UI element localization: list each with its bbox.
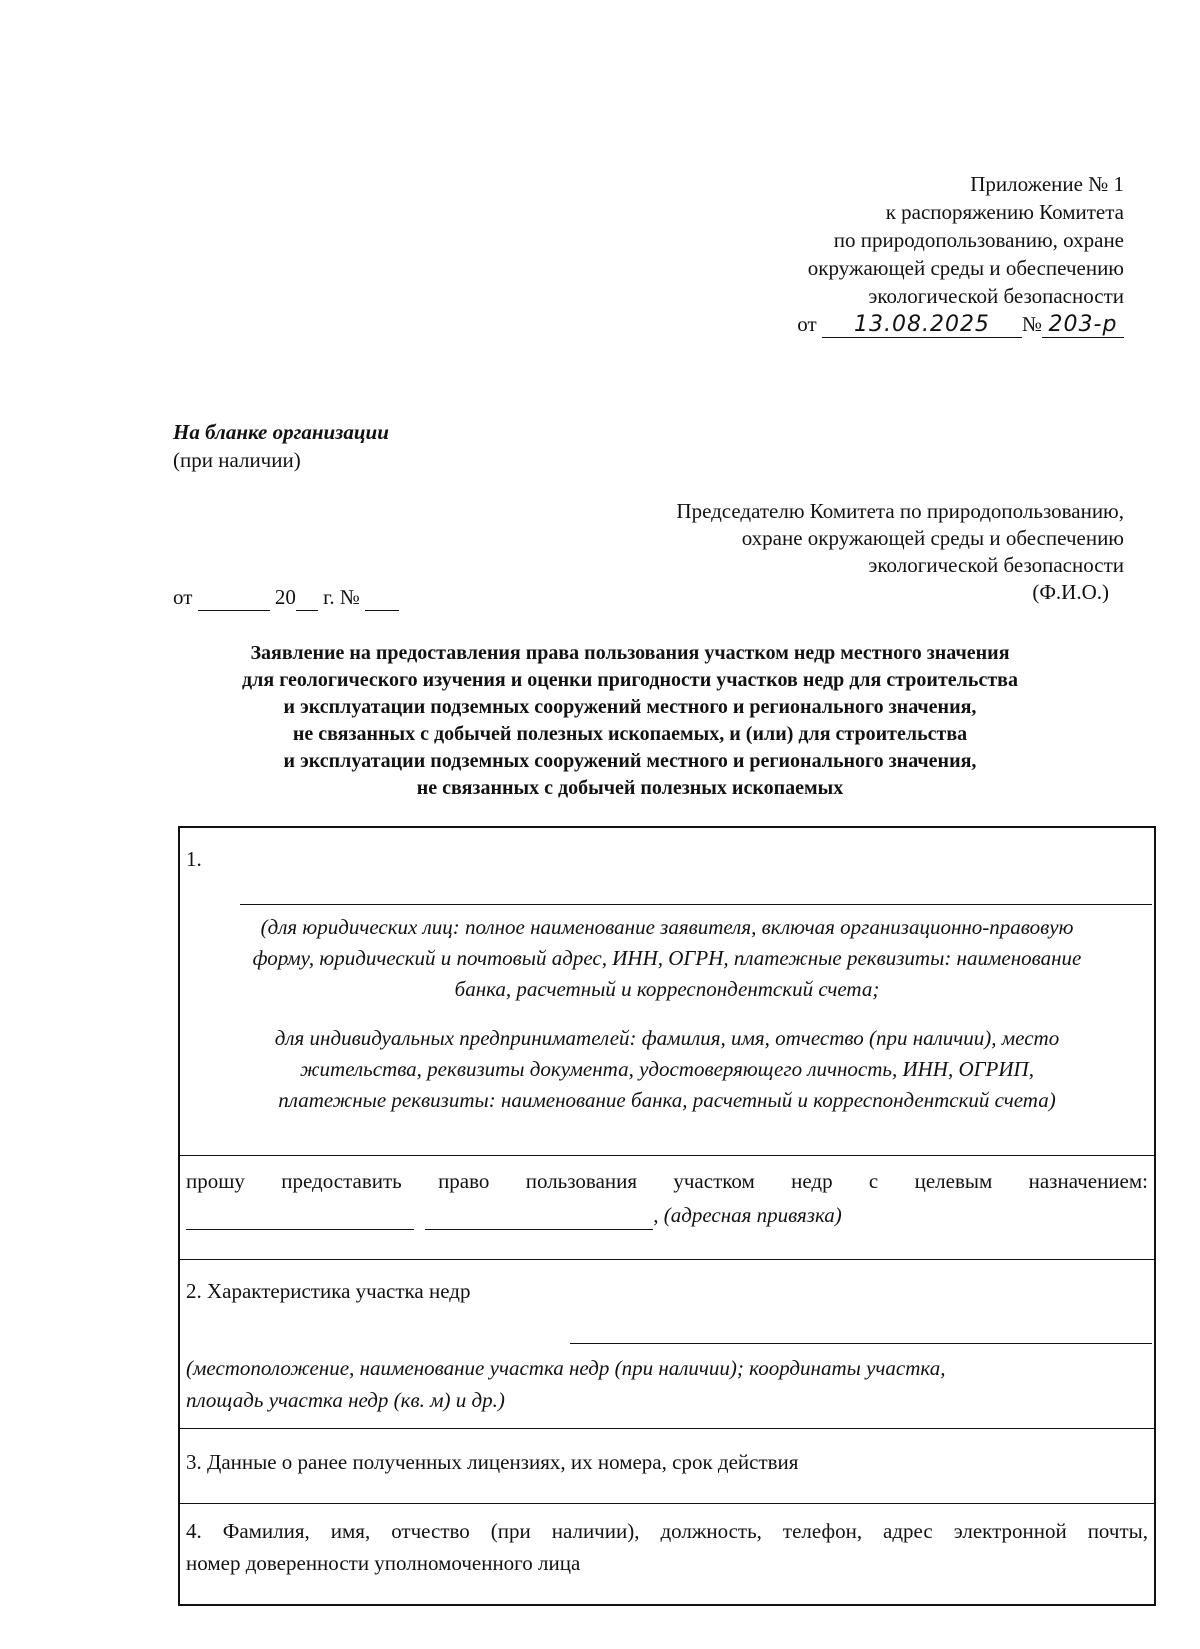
letterhead-block xyxy=(173,418,389,474)
section-3-heading: 3. Данные о ранее полученных лицензиях, их номера, срок действия xyxy=(186,1450,799,1474)
request-text: прошу предоставить право пользования участком недр с целевым назначением: xyxy=(186,1169,1148,1193)
addressee-fio: (Ф.И.О.) xyxy=(1032,580,1109,604)
appendix-block xyxy=(797,170,1124,338)
instruction-line: платежные реквизиты: наименование банка, расчетный и корреспондентский счета) xyxy=(278,1088,1056,1112)
subsoil-fill-line[interactable] xyxy=(570,1343,1152,1344)
outgoing-number-blank[interactable] xyxy=(365,588,399,611)
appendix-line: к распоряжению Комитета xyxy=(885,200,1124,224)
description-line: (местоположение, наименование участка недр (при наличии); координаты участка, xyxy=(186,1356,946,1380)
addressee-line: Председателю Комитета по природопользованию, xyxy=(676,499,1124,523)
address-blank[interactable] xyxy=(425,1207,653,1230)
application-form-table xyxy=(178,826,1156,1606)
instruction-line: жительства, реквизиты документа, удостоверяющего личность, ИНН, ОГРИП, xyxy=(300,1057,1034,1081)
section-2-heading: 2. Характеристика участка недр xyxy=(186,1279,471,1303)
outgoing-year-prefix: 20 xyxy=(274,585,296,609)
title-line: и эксплуатации подземных сооружений местного и регионального значения, xyxy=(283,696,977,718)
instruction-line: (для юридических лиц: полное наименование заявителя, включая организационно-правовую xyxy=(260,915,1074,939)
legal-entity-instructions xyxy=(184,912,1150,1005)
section-number: 1. xyxy=(186,847,202,871)
handwritten-date: 13.08.2025 xyxy=(822,313,1022,338)
letterhead-note: (при наличии) xyxy=(173,448,301,472)
purpose-blank[interactable] xyxy=(186,1207,414,1230)
number-sign: № xyxy=(1021,312,1042,336)
document-title xyxy=(150,640,1110,802)
outgoing-year-suffix: г. № xyxy=(323,585,360,609)
appendix-line: окружающей среды и обеспечению xyxy=(807,256,1124,280)
request-fill-line xyxy=(186,1200,842,1230)
instruction-line: банка, расчетный и корреспондентский счета; xyxy=(454,977,880,1001)
addressee-block xyxy=(676,498,1124,606)
appendix-date-line xyxy=(797,310,1124,338)
appendix-line: Приложение № 1 xyxy=(970,172,1124,196)
subsoil-description xyxy=(186,1352,1148,1416)
outgoing-date-blank[interactable] xyxy=(198,588,270,611)
title-line: для геологического изучения и оценки пригодности участков недр для строительства xyxy=(242,669,1018,691)
description-line: площадь участка недр (кв. м) и др.) xyxy=(186,1388,505,1412)
section-4-line-2: номер доверенности уполномоченного лица xyxy=(186,1551,581,1575)
outgoing-year-blank[interactable] xyxy=(296,588,318,611)
appendix-line: экологической безопасности xyxy=(868,284,1124,308)
title-line: не связанных с добычей полезных ископаемых xyxy=(416,777,844,799)
title-line: Заявление на предоставления права пользования участком недр местного значения xyxy=(250,642,1010,664)
form-section-request xyxy=(180,1156,1154,1260)
handwritten-number: 203-р xyxy=(1042,313,1124,338)
letterhead-title: На бланке организации xyxy=(173,420,389,444)
date-prefix: от xyxy=(797,312,817,336)
address-note: (адресная привязка) xyxy=(663,1203,842,1227)
title-line: и эксплуатации подземных сооружений местного и регионального значения, xyxy=(283,750,977,772)
instruction-line: для индивидуальных предпринимателей: фамилия, имя, отчество (при наличии), место xyxy=(274,1026,1060,1050)
appendix-line: по природопользованию, охране xyxy=(833,228,1124,252)
applicant-fill-line[interactable] xyxy=(240,904,1152,905)
individual-entrepreneur-instructions xyxy=(184,1023,1150,1116)
addressee-line: охране окружающей среды и обеспечению xyxy=(741,526,1124,550)
form-section-applicant xyxy=(180,828,1154,1156)
instruction-line: форму, юридический и почтовый адрес, ИНН, ОГРН, платежные реквизиты: наименование xyxy=(252,946,1082,970)
title-line: не связанных с добычей полезных ископаемых, и (или) для строительства xyxy=(292,723,968,745)
section-4-line-1: 4. Фамилия, имя, отчество (при наличии), должность, телефон, адрес электронной почты, xyxy=(186,1519,1148,1543)
form-section-representative xyxy=(180,1504,1154,1604)
outgoing-number-line xyxy=(173,583,399,611)
form-section-licenses xyxy=(180,1429,1154,1504)
request-separator: , xyxy=(653,1203,659,1227)
addressee-line: экологической безопасности xyxy=(868,553,1124,577)
outgoing-prefix: от xyxy=(173,585,193,609)
form-section-subsoil xyxy=(180,1260,1154,1429)
